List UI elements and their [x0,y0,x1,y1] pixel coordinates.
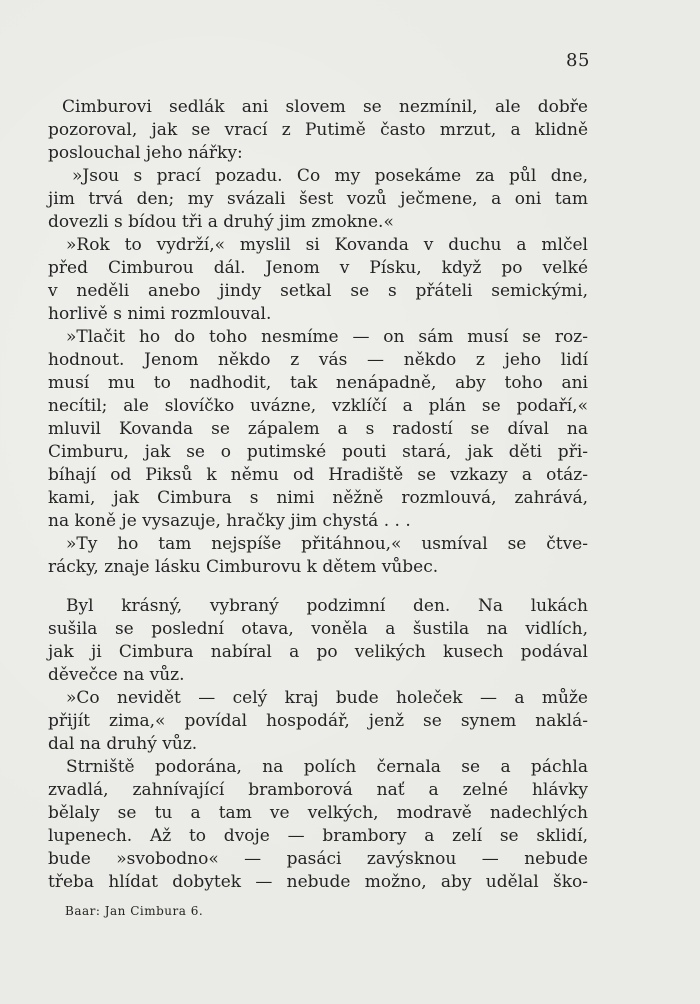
text-line: poslouchal jeho nářky: [48,143,243,163]
text-line: horlivě s nimi rozmlouval. [48,304,272,324]
text-line: děvečce na vůz. [48,665,185,685]
text-line: rácky, znaje lásku Cimburovu k dětem vůbec. [48,557,439,577]
text-line: dal na druhý vůz. [48,734,198,754]
text-line: dovezli s bídou tři a druhý jim zmokne.« [48,212,394,232]
text-line: jim trvá den; my svázali šest vozů ječmene, a oni tam [48,189,588,209]
text-line: »Jsou s prací pozadu. Co my posekáme za půl dne, [72,166,588,186]
text-line: sušila se poslední otava, voněla a šustila na vidlích, [48,619,588,639]
text-line: »Ty ho tam nejspíše přitáhnou,« usmíval se čtve- [66,534,588,554]
text-line: »Co nevidět — celý kraj bude holeček — a může [66,688,588,708]
text-line: mluvil Kovanda se zápalem a s radostí se díval na [48,419,588,439]
text-line: bude »svobodno« — pasáci zavýsknou — nebude [48,849,588,869]
text-line: bělaly se tu a tam ve velkých, modravě nadechlých [48,803,588,823]
text-line: kami, jak Cimbura s nimi něžně rozmlouvá, zahrává, [48,488,588,508]
text-line: lupenech. Až to dvoje — brambory a zelí se sklidí, [48,826,588,846]
text-line: zvadlá, zahnívající bramborová nať a zelné hlávky [48,780,588,800]
text-line: bíhají od Piksů k němu od Hradiště se vzkazy a otáz- [48,465,588,485]
text-line: necítil; ale slovíčko uvázne, vzklíčí a plán se podaří,« [48,396,588,416]
text-line: Byl krásný, vybraný podzimní den. Na lukách [66,596,588,616]
text-line: v neděli anebo jindy setkal se s přáteli semickými, [48,281,588,301]
text-line: přijít zima,« povídal hospodář, jenž se synem naklá- [48,711,588,731]
text-line: musí mu to nadhodit, tak nenápadně, aby toho ani [48,373,588,393]
text-line: hodnout. Jenom někdo z vás — někdo z jeho lidí [48,350,588,370]
page-number: 85 [566,50,590,71]
text-line: »Tlačit ho do toho nesmíme — on sám musí se roz- [66,327,588,347]
text-line: Strniště podorána, na polích černala se a páchla [66,757,588,777]
footer-signature: Baar: Jan Cimbura 6. [65,904,204,918]
text-line: Cimburu, jak se o putimské pouti stará, jak děti při- [48,442,588,462]
text-line: třeba hlídat dobytek — nebude možno, aby udělal ško- [48,872,588,892]
paragraph-gap [48,579,588,595]
text-line: »Rok to vydrží,« myslil si Kovanda v duchu a mlčel [66,235,588,255]
text-line: Cimburovi sedlák ani slovem se nezmínil, ale dobře [62,97,588,117]
text-line: jak ji Cimbura nabíral a po velikých kusech podával [48,642,588,662]
text-line: před Cimburou dál. Jenom v Písku, když po velké [48,258,588,278]
text-line: pozoroval, jak se vrací z Putimě často mrzut, a klidně [48,120,588,140]
text-line: na koně je vysazuje, hračky jim chystá . . . [48,511,411,531]
body-text [48,96,588,894]
